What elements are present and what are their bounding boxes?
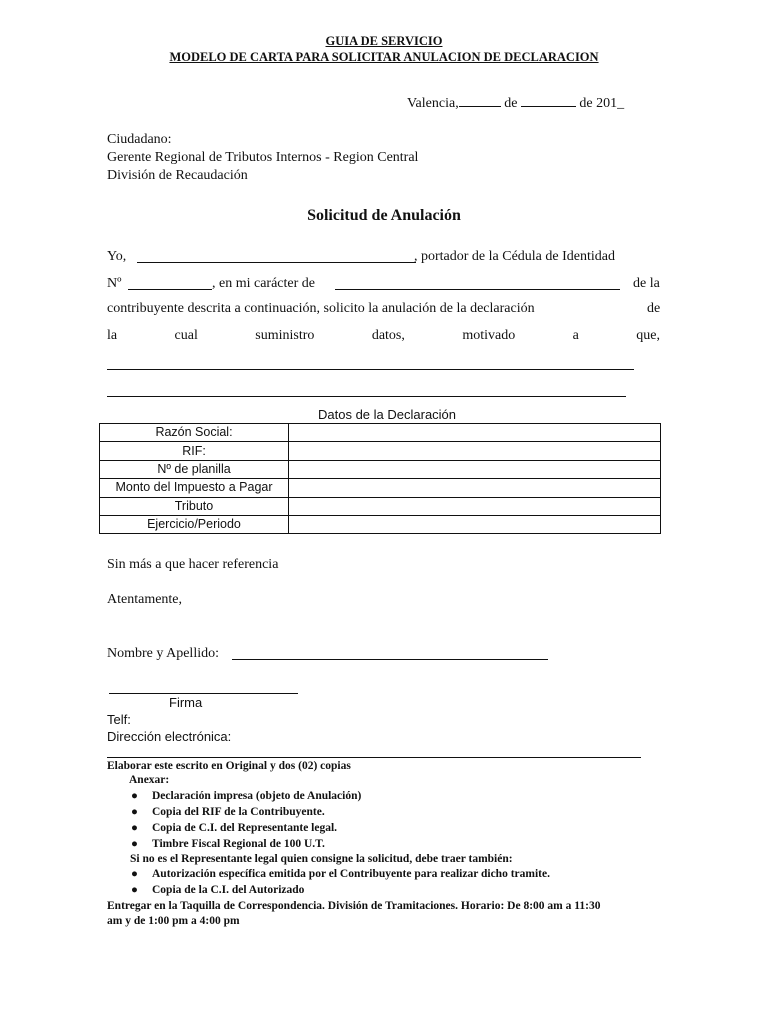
delivery-line-2: am y de 1:00 pm a 4:00 pm xyxy=(107,915,240,927)
list-item-text: Autorización específica emitida por el Contribuyente para realizar dicho tramite. xyxy=(152,868,550,880)
bullet-icon: ● xyxy=(131,806,138,818)
closing-regards: Atentamente, xyxy=(107,592,183,607)
list-item xyxy=(131,884,305,896)
table-value[interactable] xyxy=(289,497,661,515)
body-caracter: , en mi carácter de xyxy=(212,276,315,291)
signature-line xyxy=(109,693,298,694)
body-word: la xyxy=(107,328,118,343)
bullet-icon: ● xyxy=(131,838,138,850)
body-word: a xyxy=(572,328,579,343)
bullet-icon: ● xyxy=(131,790,138,802)
document-title: GUIA DE SERVICIO xyxy=(325,34,443,48)
alt-intro: Si no es el Representante legal quien consigne la solicitud, debe traer también: xyxy=(130,853,513,865)
declaration-table xyxy=(99,423,661,534)
table-value[interactable] xyxy=(289,424,661,442)
date-de-1: de xyxy=(504,96,518,111)
list-item-text: Copia de C.I. del Representante legal. xyxy=(152,822,338,834)
day-blank xyxy=(459,105,501,107)
reason-blank-2 xyxy=(107,396,626,397)
table-caption: Datos de la Declaración xyxy=(318,407,457,422)
bullet-icon: ● xyxy=(131,868,138,880)
email-blank xyxy=(107,757,641,758)
delivery-line-1: Entregar en la Taquilla de Correspondencia. División de Tramitaciones. Horario: De 8:00 am a 11:30 xyxy=(107,900,601,912)
list-item xyxy=(131,806,325,818)
table-value[interactable] xyxy=(289,479,661,497)
body-portador: , portador de la Cédula de Identidad xyxy=(414,249,615,264)
list-item xyxy=(131,790,362,802)
table-label: Nº de planilla xyxy=(100,460,289,478)
body-line4 xyxy=(107,328,660,344)
table-label: Monto del Impuesto a Pagar xyxy=(100,479,289,497)
document-subtitle: MODELO DE CARTA PARA SOLICITAR ANULACION DE DECLARACION xyxy=(169,50,599,64)
name-blank xyxy=(137,262,416,263)
body-dela: de la xyxy=(633,276,660,291)
annex-heading: Anexar: xyxy=(129,774,170,786)
body-word: que, xyxy=(636,328,660,343)
reason-blank-1 xyxy=(107,369,634,370)
recipient-position: Gerente Regional de Tributos Internos - Region Central xyxy=(107,150,419,165)
table-row xyxy=(100,497,661,515)
body-word: suministro xyxy=(255,328,315,343)
body-word: cual xyxy=(174,328,198,343)
table-label: RIF: xyxy=(100,442,289,460)
body-line3: contribuyente descrita a continuación, solicito la anulación de la declaración xyxy=(107,301,535,316)
body-numero: Nº xyxy=(107,276,122,291)
recipient-division: División de Recaudación xyxy=(107,168,248,183)
name-label: Nombre y Apellido: xyxy=(107,646,219,661)
table-row xyxy=(100,442,661,460)
table-row xyxy=(100,515,661,533)
table-label: Ejercicio/Periodo xyxy=(100,515,289,533)
request-title: Solicitud de Anulación xyxy=(307,207,461,224)
table-row xyxy=(100,424,661,442)
list-item-text: Declaración impresa (objeto de Anulación) xyxy=(152,790,362,802)
body-yo: Yo, xyxy=(107,249,127,264)
list-item-text: Copia del RIF de la Contribuyente. xyxy=(152,806,325,818)
list-item-text: Copia de la C.I. del Autorizado xyxy=(152,884,305,896)
phone-label: Telf: xyxy=(107,712,131,727)
body-word: datos, xyxy=(371,328,405,343)
list-item xyxy=(131,868,550,880)
date-de-2: de 201_ xyxy=(579,96,625,111)
bullet-icon: ● xyxy=(131,822,138,834)
table-row xyxy=(100,460,661,478)
full-name-blank xyxy=(232,659,548,660)
id-number-blank xyxy=(128,289,212,290)
body-word: motivado xyxy=(462,328,516,343)
email-label: Dirección electrónica: xyxy=(107,729,232,744)
list-item-text: Timbre Fiscal Regional de 100 U.T. xyxy=(152,838,325,850)
table-label: Razón Social: xyxy=(100,424,289,442)
table-row xyxy=(100,479,661,497)
recipient-salutation: Ciudadano: xyxy=(107,132,172,147)
table-value[interactable] xyxy=(289,442,661,460)
date-city: Valencia, xyxy=(407,96,459,111)
bullet-icon: ● xyxy=(131,884,138,896)
table-label: Tributo xyxy=(100,497,289,515)
month-blank xyxy=(521,105,576,107)
body-line3-de: de xyxy=(647,301,661,316)
list-item xyxy=(131,822,338,834)
instructions-intro: Elaborar este escrito en Original y dos (02) copias xyxy=(107,760,351,772)
table-value[interactable] xyxy=(289,460,661,478)
closing-reference: Sin más a que hacer referencia xyxy=(107,557,279,572)
date-line xyxy=(407,96,624,112)
role-blank xyxy=(335,289,620,290)
list-item xyxy=(131,838,325,850)
table-value[interactable] xyxy=(289,515,661,533)
signature-label: Firma xyxy=(169,695,203,710)
